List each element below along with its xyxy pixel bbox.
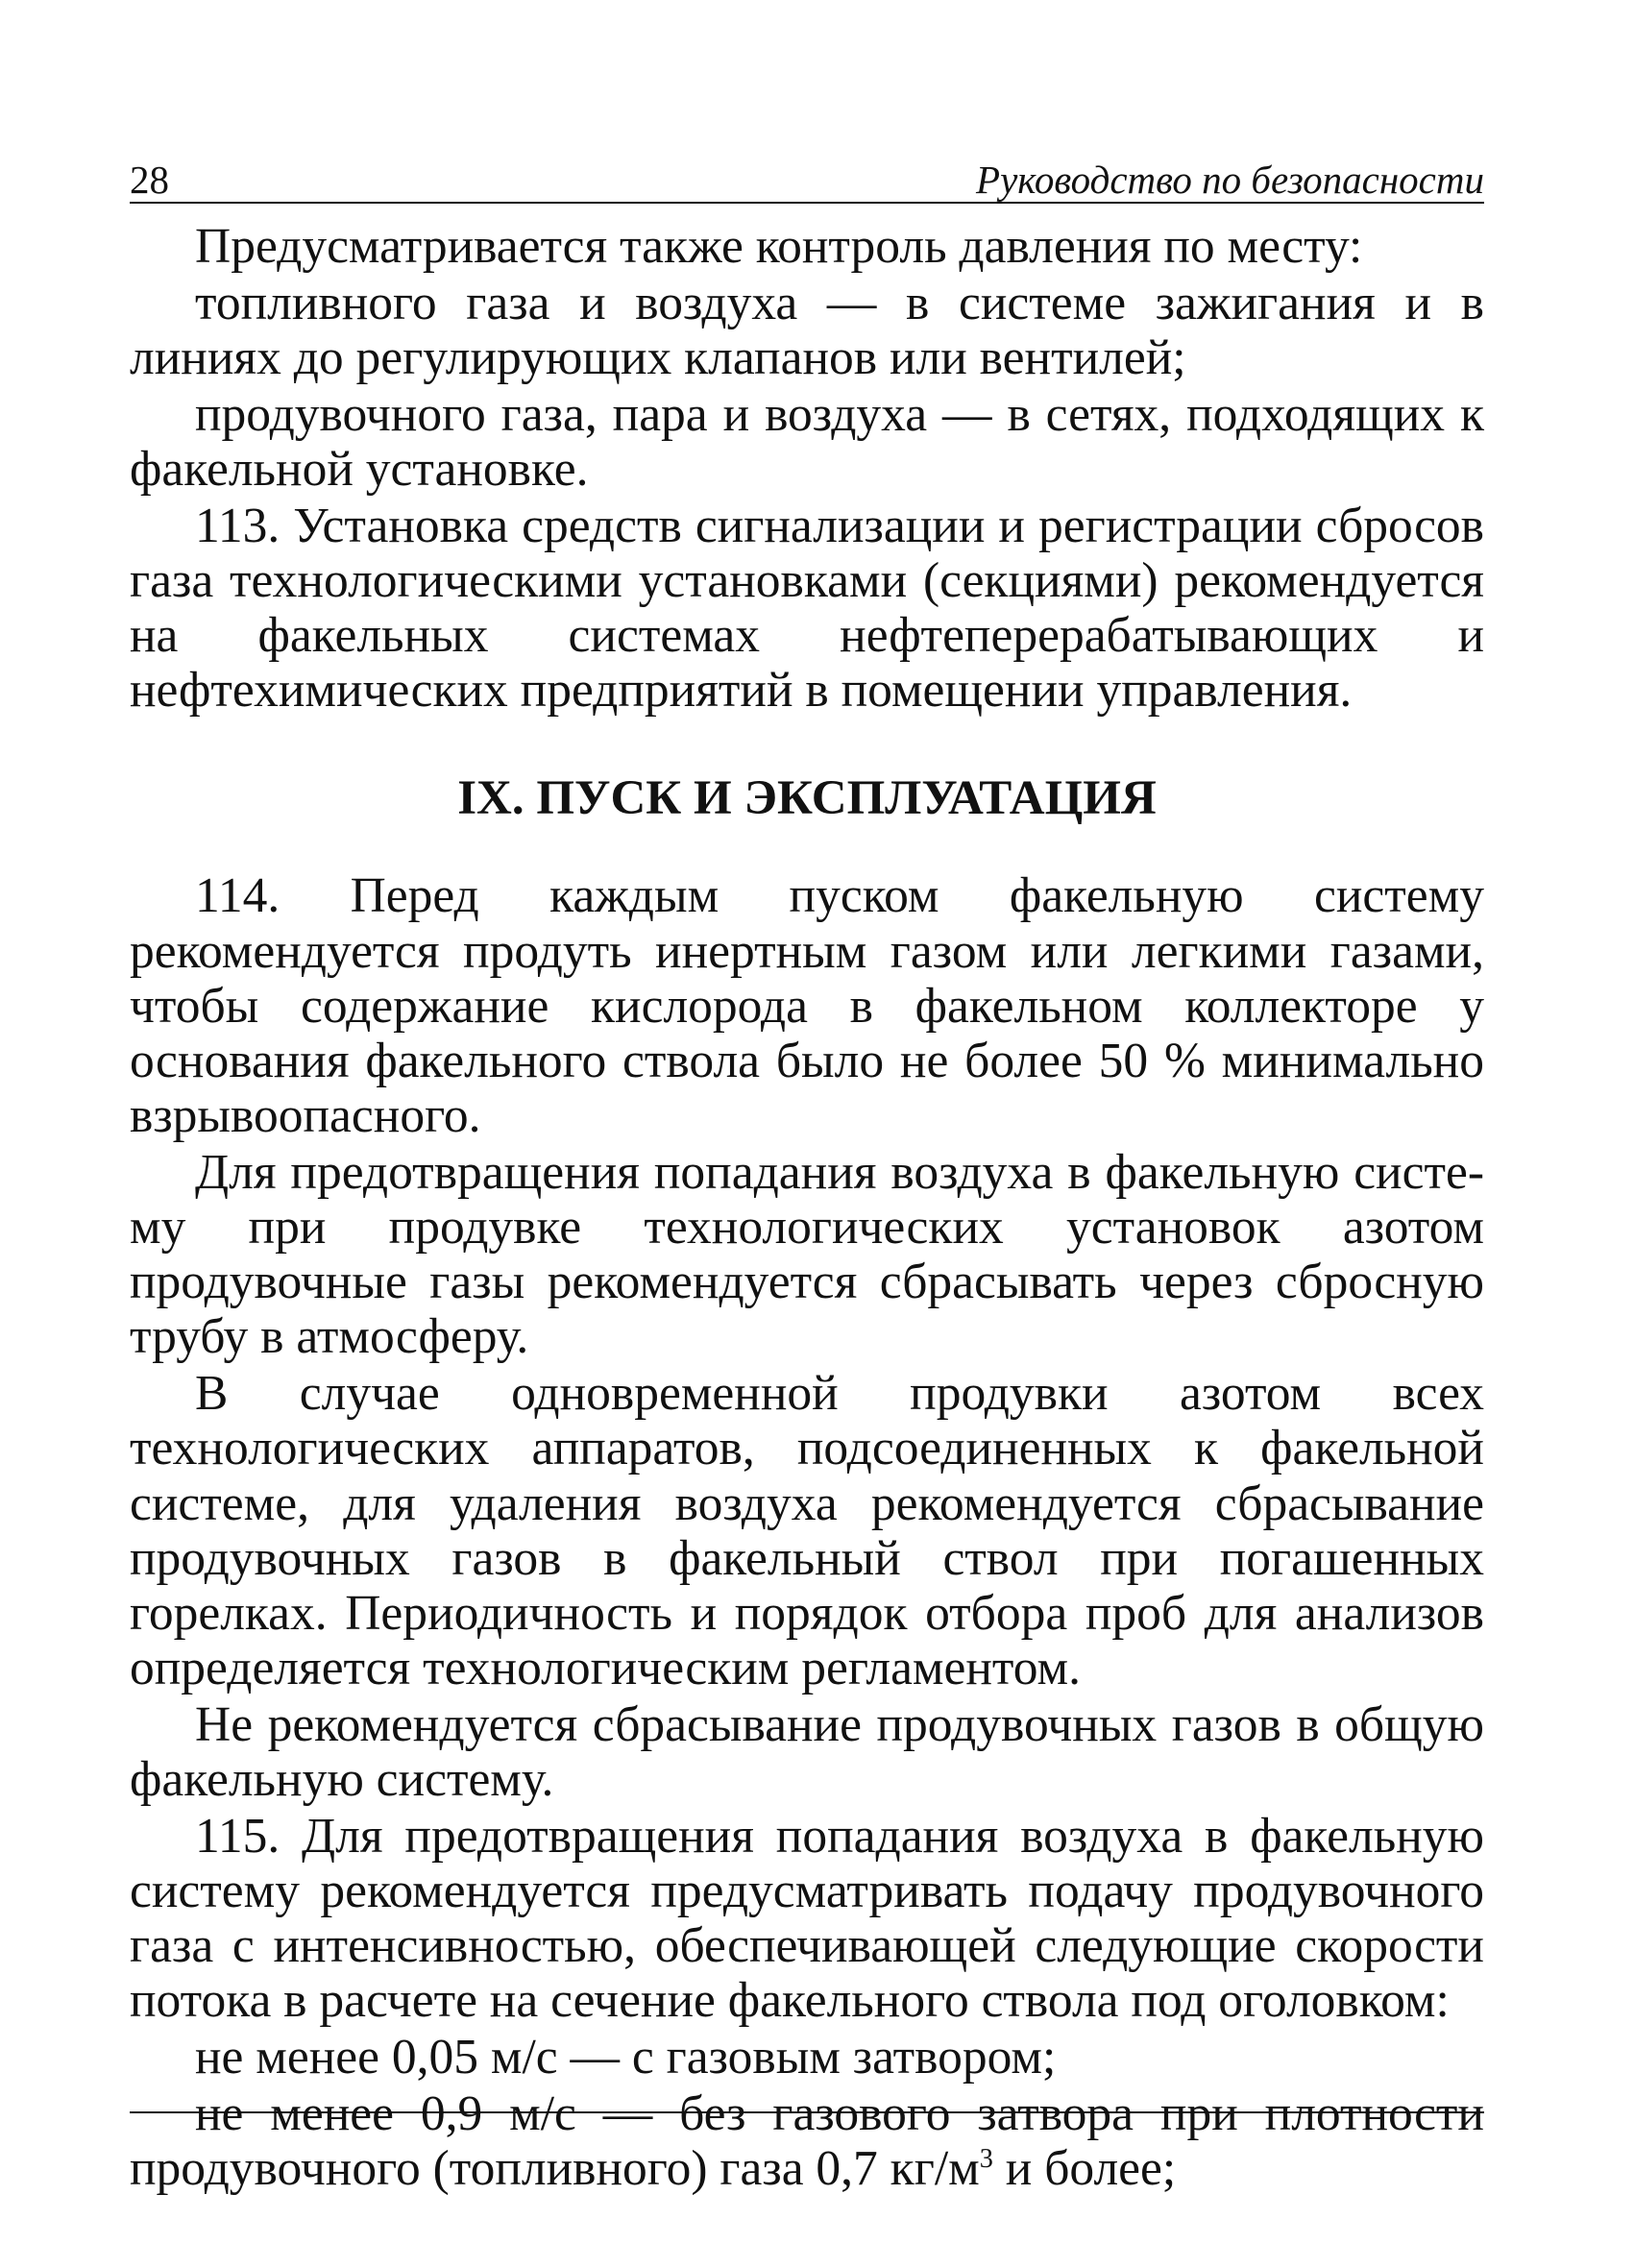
paragraph: топливного газа и воздуха — в системе зажигания и в линиях до регулирующих клапанов или вентилей; [130, 275, 1484, 385]
section-heading: IX. ПУСК И ЭКСПЛУАТАЦИЯ [457, 771, 1157, 826]
paragraph-text: и более; [992, 2141, 1177, 2196]
paragraph-last [130, 2086, 1484, 2196]
paragraph: Не рекомендуется сбрасывание продувочных газов в общую факельную систему. [130, 1696, 1484, 1808]
paragraph: Предусматривается также контроль давления по месту: [195, 219, 1363, 274]
paragraph: 114. Перед каждым пуском факельную систему рекомендуется продуть инертным газом или легкими газами, чтобы содержание кислорода в факельном коллекторе у основания факельного ствола было не более 50 % минимально взрывоопасного. [130, 868, 1484, 1144]
page-number: 28 [130, 158, 169, 202]
paragraph: Для предотвращения попадания воздуха в факельную систему при продувке технологических установок азотом продувочные газы рекомендуется сбрасывать через сбросную трубу в атмосферу. [130, 1144, 1484, 1365]
paragraph: не менее 0,05 м/с — с газовым затвором; [195, 2030, 1057, 2085]
running-title: Руководство по безопасности [976, 158, 1484, 202]
superscript: 3 [979, 2143, 993, 2174]
footer-rule [130, 2111, 1484, 2113]
paragraph: продувочного газа, пара и воздуха — в сетях, подходящих к факельной установке. [130, 386, 1484, 497]
page-body [130, 219, 1484, 2198]
page-header [130, 144, 1484, 204]
paragraph: 115. Для предотвращения попадания воздуха в факельную систему рекомендуется предусматривать подачу продувочного газа с интенсивностью, обеспечивающей следующие скорости потока в расчете на сечение факельного ствола под оголовком: [130, 1808, 1484, 2029]
paragraph: 113. Установка средств сигнализации и регистрации сбросов газа технологическими установками (секциями) рекомендуется на факельных системах нефтеперерабатывающих и нефтехимических предприятий в помещении управления. [130, 498, 1484, 719]
paragraph-text: не менее 0,9 м/с — без газового затвора при плотности продувочного (топливного) газа 0,7 кг/м [130, 2085, 1484, 2196]
paragraph: В случае одновременной продувки азотом всех технологических аппаратов, подсоединенных к факельной системе, для удаления воздуха рекомендуется сбрасывание продувочных газов в факельный ствол при погашенных горелках. Периодичность и порядок отбора проб для анализов определяется технологическим регламентом. [130, 1366, 1484, 1696]
